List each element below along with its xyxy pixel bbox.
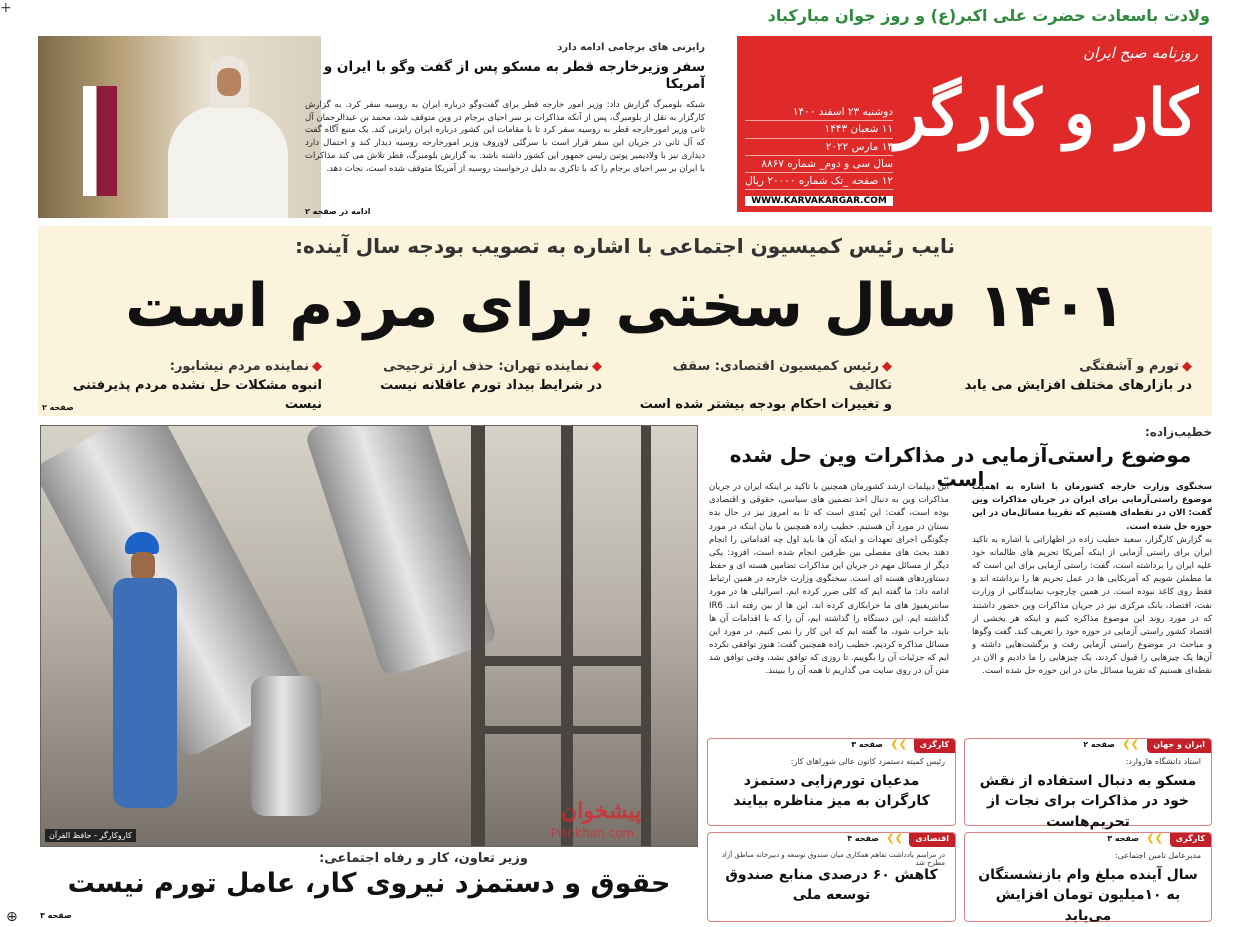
teaser-headline: مدعیان تورم‌زایی دستمزد کارگران به میز مناظره بیایند — [733, 773, 930, 810]
factory-photo — [40, 425, 698, 847]
qatar-minister-photo — [38, 36, 321, 218]
minister-face — [217, 68, 241, 96]
steel-column — [561, 426, 573, 847]
article-text: این دیپلمات ارشد کشورمان همچنین با تاکید بر اینکه ایران در جریان مذاکرات وین به دنبال اخذ تضمین های سیاسی، حقوقی و اقتصادی بوده است، گفت: این بُعدی است که تا به امروز نیز در حال بده بستان در مورد آن هستیم. خطیب زاده همچنین با بیان اینکه در مورد چگونگی اجرای تعهدات و اینکه آن ها باید اول چه اقداماتی را انجام دهند بحث های مفصلی بین طرفین انجام شده است، افزود: یکی دیگر از مسائل مهم در جریان این مذاکرات تضامین هسته ای و حفظ دستاوردهای هسته ای است. سخنگوی وزارت خارجه در همین ارتباط ادامه داد: ما گفته ایم که کلی ضرر کرده ایم. اسرائیلی ها در مورد سانتریفیوژ های ما خرابکاری کرده اند. این ها از بین رفته اند. IR6 گذاشته ایم. این دستگاه را گذاشته ایم، آن را که با اقدامات آن ها باید خراب شود، ما گفته ایم که این کار را نمی کنیم. در مورد این مسائل مذاکره کردیم. خطیب زاده همچنین گفت: هنوز توافقی نکرده ایم که جزئیات آن را بگوییم. تا روزی که توافق نشد، وقتی توافق شد متن آن در روی سایت می گذاریم تا همه آن را ببینند. — [709, 482, 949, 677]
diamond-bullet-icon: ◆ — [882, 359, 892, 374]
teaser-box[interactable] — [707, 832, 956, 922]
qatar-body: شبکه بلومبرگ گزارش داد: وزیر امور خارجه قطر برای گفت‌وگو درباره ایران به روسیه سفر کرد. به گزارش کارگزار به نقل از بلومبرگ، پس از آنکه مذاکرات بر سر احیای برجام در وین متوقف شد، محمد بن عبدالرحمان آل ثانی وزیر امورخارجه قطر به روسیه سفر کرد تا با مقامات این کشور درباره ایران رایزنی کند. یک منبع آگاه گفت که آل ثانی در جریان این سفر قرار است با سرگئی لاوروف وزیر امورخارجه روسیه دیدار کند و احتمال دارد دیداری نیز با ولادیمیر پوتین رئیس جمهور این کشور داشته باشد. به گزارش بلومبرگ، قطر تلاش می کند مذاکرات با ایران بر سر احیای برجام را که با تاکری به دلیل درخواست روسیه از آمریکا متوقف شده است، نجات دهد. — [305, 99, 705, 174]
photo-caption: کاروکارگر - حافظ القرآن — [45, 829, 136, 842]
issue-date-hijri: ۱۱ شعبان ۱۴۴۳ — [745, 121, 893, 138]
newspaper-name: کار و کارگر — [895, 76, 1198, 151]
worker-face — [131, 552, 155, 580]
compass-icon: ⊕ — [6, 909, 18, 925]
page-ref: صفحه ۳ — [851, 740, 883, 749]
issue-date-gregorian: ۱۴ مارس ۲۰۲۲ — [745, 139, 893, 156]
minister-figure — [168, 106, 288, 218]
worker-helmet — [125, 532, 159, 554]
article-columns — [709, 481, 1212, 731]
chevron-icon: ❯❯ — [1146, 833, 1163, 844]
section-tag: ایران و جهان — [1147, 739, 1211, 753]
steel-beam — [481, 726, 651, 734]
worker-figure — [113, 578, 177, 808]
diamond-bullet-icon: ◆ — [1182, 359, 1192, 374]
teaser-headline: مسکو به دنبال استفاده از نقش خود در مذاکرات برای نجات از تحریم‌هاست — [979, 773, 1197, 830]
teaser-headline: کاهش ۶۰ درصدی منابع صندوق توسعه ملی — [725, 867, 938, 904]
teaser-kicker: مدیرعامل تامین اجتماعی: — [1115, 851, 1201, 860]
sub-headline: ◆تورم و آشفتگی در بازارهای مختلف افزایش می یابد — [964, 359, 1192, 393]
qatar-headline: سفر وزیرخارجه قطر به مسکو پس از گفت وگو با ایران و آمریکا — [323, 59, 705, 92]
main-headline: ۱۴۰۱ سال سختی برای مردم است — [125, 271, 1125, 341]
chevron-icon: ❯❯ — [886, 833, 903, 844]
website-link[interactable]: WWW.KARVAKARGAR.COM — [745, 196, 893, 206]
wages-page-ref: صفحه ۳ — [40, 911, 72, 920]
sub-headline: ◆نماینده تهران: حذف ارز ترجیحی در شرایط بیداد تورم عاقلانه نیست — [380, 359, 602, 393]
qatar-kicker: رایزنی های برجامی ادامه دارد — [557, 42, 705, 53]
khatibzadeh-headline: موضوع راستی‌آزمایی در مذاکرات وین حل شده است — [729, 443, 1192, 491]
steel-column — [471, 426, 485, 847]
teaser-kicker: استاد دانشگاه هاروارد: — [1125, 757, 1201, 766]
section-tag: اقتصادی — [909, 833, 955, 847]
teaser-box[interactable] — [964, 832, 1212, 922]
duct-pipe — [304, 425, 498, 678]
teaser-box[interactable] — [707, 738, 956, 826]
article-column-right — [972, 481, 1212, 731]
wages-kicker: وزیر تعاون، کار و رفاه اجتماعی: — [319, 851, 528, 866]
article-column-left — [709, 481, 949, 731]
teaser-headline: سال آینده مبلغ وام بازنشستگان به ۱۰میلیون تومان افزایش می‌یابد — [978, 867, 1198, 924]
duct-pipe — [251, 676, 321, 816]
khatibzadeh-article — [709, 425, 1212, 733]
main-headline-band — [38, 226, 1212, 416]
chevron-icon: ❯❯ — [1122, 739, 1139, 750]
greeting-banner: ولادت باسعادت حضرت علی اکبر(ع) و روز جوان مبارکباد — [767, 6, 1210, 25]
masthead — [737, 36, 1212, 212]
masthead-slogan: روزنامه صبح ایران — [1083, 44, 1198, 62]
article-text: به گزارش کارگزار، سعید خطیب زاده در اظهاراتی با اشاره به تاکید ایران برای راستی آزمایی از اینکه آمریکا تحریم های ظالمانه خود علیه ایران را برداشته است، گفت: راستی آزمایی برای این است که ما مطمئن شویم که آمریکایی ها در عمل تحریم ها را برداشته اند و فقط روی کاغذ نبوده است. در همین چارچوب نمایندگانی از وزارت نفت، اقتصاد، بانک مرکزی نیز در جریان مذاکرات وین حضور داشتند که در مورد روند این موضوع مذاکره کنیم و اینکه هر بخشی از اقتصاد کشور راستی آزمایی در حوزه خود را تعریف کند. گفت وگوها و مباحث در موضوع راستی آزمایی رفت و برگشت‌هایی داشته و آن‌ها یک چیزهایی را قبول کردند، یک چیزهایی را ما دادیم و الان در نقطه‌ای هستیم که تقریبا مسائل مان در این حوزه حل شده است. — [972, 534, 1212, 677]
diamond-bullet-icon: ◆ — [312, 359, 322, 374]
page-ref: صفحه ۳ — [1107, 834, 1139, 843]
issue-info — [745, 104, 893, 190]
teaser-kicker: رئیس کمیته دستمزد کانون عالی شوراهای کار: — [790, 757, 945, 766]
section-tag: کارگری — [1170, 833, 1211, 847]
khatibzadeh-kicker: خطیب‌زاده: — [1144, 425, 1212, 439]
teaser-box[interactable] — [964, 738, 1212, 830]
section-tag: کارگری — [914, 739, 955, 753]
issue-number: سال سی و دوم_ شماره ۸۸۶۷ — [745, 156, 893, 173]
page-ref: صفحه ۲ — [1083, 740, 1115, 749]
issue-price: ۱۲ صفحه _تک شماره ۲۰۰۰۰ ریال — [745, 173, 893, 190]
teaser-kicker: در مراسم یادداشت تفاهم همکاری میان صندوق توسعه و دبیرخانه مناطق آزاد مطرح شد — [721, 851, 945, 867]
wages-article — [40, 851, 698, 920]
chevron-icon: ❯❯ — [890, 739, 907, 750]
diamond-bullet-icon: ◆ — [592, 359, 602, 374]
registration-mark-icon: + — [0, 0, 12, 16]
qatar-article — [305, 42, 705, 216]
issue-date-persian: دوشنبه ۲۳ اسفند ۱۴۰۰ — [745, 104, 893, 121]
watermark-url: Pishkhan.com — [551, 826, 635, 840]
qatar-flag — [83, 86, 117, 196]
wages-headline: حقوق و دستمزد نیروی کار، عامل تورم نیست — [67, 868, 671, 899]
article-lead: سخنگوی وزارت خارجه کشورمان با اشاره به اهمیت موضوع راستی‌آزمایی برای ایران در جریان مذاکرات وین گفت: الان در نقطه‌ای هستیم که تقریبا مسائل‌مان در این حوزه حل شده است. — [972, 482, 1212, 532]
steel-column — [641, 426, 651, 847]
qatar-continued: ادامه در صفحه ۲ — [305, 206, 371, 216]
sub-headline: ◆نماینده مردم نیشابور: انبوه مشکلات حل نشده مردم پذیرفتنی نیست — [72, 359, 322, 412]
steel-beam — [481, 656, 651, 666]
main-kicker: نایب رئیس کمیسیون اجتماعی با اشاره به تصویب بودجه سال آینده: — [294, 234, 956, 258]
sub-headline: ◆رئیس کمیسیون اقتصادی: سقف تکالیف و تغییرات احکام بودجه بیشتر شده است — [639, 359, 892, 412]
watermark-logo: پیشخوان — [561, 798, 642, 824]
main-page-ref: صفحه ۲ — [42, 403, 74, 412]
page-ref: صفحه ۴ — [847, 834, 879, 843]
